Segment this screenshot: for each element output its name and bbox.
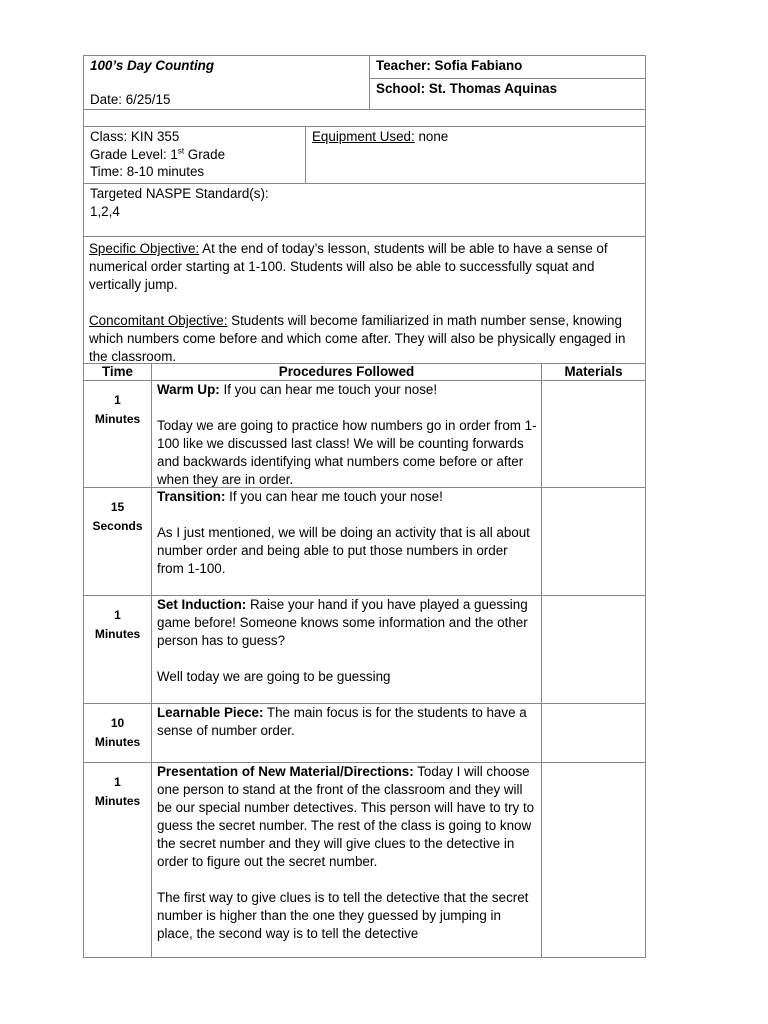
table-row xyxy=(84,704,646,763)
equipment-value: none xyxy=(414,129,449,144)
lesson-plan-table xyxy=(83,55,646,958)
time-cell: 1 Minutes xyxy=(84,596,152,704)
standards-label: Targeted NASPE Standard(s): xyxy=(90,186,269,201)
teacher-name: Teacher: Sofia Fabiano xyxy=(376,58,523,73)
class-info-cell xyxy=(84,127,306,184)
standards-cell xyxy=(84,184,646,237)
spacer-row xyxy=(84,110,646,127)
lesson-title: 100’s Day Counting xyxy=(90,58,215,73)
procedure-cell: Transition: If you can hear me touch your nose! As I just mentioned, we will be doing an activity that is all about number order and being able to put those numbers in order from 1-100. xyxy=(152,488,542,596)
specific-objective-label: Specific Objective: xyxy=(89,241,200,256)
grade-level: Grade Level: 1st Grade xyxy=(90,146,226,162)
procedure-heading: Warm Up: xyxy=(157,382,220,397)
materials-cell xyxy=(542,381,646,488)
time-column-header: Time xyxy=(84,364,152,381)
school-cell xyxy=(370,79,646,110)
equipment-label: Equipment Used: xyxy=(312,129,415,144)
procedure-heading: Transition: xyxy=(157,489,226,504)
lesson-plan-document xyxy=(83,55,645,958)
teacher-cell xyxy=(370,56,646,79)
title-cell xyxy=(84,56,370,110)
procedures-column-header: Procedures Followed xyxy=(152,364,542,381)
table-row xyxy=(84,596,646,704)
time-cell: 1 Minutes xyxy=(84,763,152,958)
materials-cell xyxy=(542,488,646,596)
procedure-cell: Set Induction: Raise your hand if you have played a guessing game before! Someone knows some information and the other person has to guess? Well today we are going to be guessing xyxy=(152,596,542,704)
procedure-heading: Learnable Piece: xyxy=(157,705,264,720)
table-row xyxy=(84,381,646,488)
school-name: School: St. Thomas Aquinas xyxy=(376,81,558,96)
materials-cell xyxy=(542,596,646,704)
class-time: Time: 8-10 minutes xyxy=(90,164,205,179)
class-name: Class: KIN 355 xyxy=(90,129,180,144)
concomitant-objective-label: Concomitant Objective: xyxy=(89,313,228,328)
equipment-cell xyxy=(306,127,646,184)
time-cell: 1 Minutes xyxy=(84,381,152,488)
table-row xyxy=(84,763,646,958)
lesson-date: Date: 6/25/15 xyxy=(90,92,171,107)
procedure-cell: Presentation of New Material/Directions: Today I will choose one person to stand at the front of the classroom and they will be our special number detectives. This person will have to try to guess the secret number. The rest of the class is going to know the secret number and they will give clues to the detective in order to figure out the secret number. The first way to give clues is to tell the detective that the secret number is higher than the one they guessed by jumping in place, the second way is to tell the detective xyxy=(152,763,542,958)
table-row xyxy=(84,488,646,596)
materials-column-header: Materials xyxy=(542,364,646,381)
materials-cell xyxy=(542,704,646,763)
concomitant-objective: Concomitant Objective: Students will become familiarized in math number sense, knowing which numbers come before and which come after. They will also be physically engaged in the classroom. xyxy=(89,313,626,363)
standards-value: 1,2,4 xyxy=(90,204,120,219)
procedure-heading: Set Induction: xyxy=(157,597,247,612)
time-cell: 10 Minutes xyxy=(84,704,152,763)
procedure-cell: Warm Up: If you can hear me touch your nose! Today we are going to practice how numbers go in order from 1-100 like we discussed last class! We will be counting forwards and backwards identifying what numbers come before or after when they are in order. xyxy=(152,381,542,488)
specific-objective: Specific Objective: At the end of today’s lesson, students will be able to have a sense of numerical order starting at 1-100. Students will also be able to successfully squat and vertically jump. xyxy=(89,241,608,292)
time-cell: 15 Seconds xyxy=(84,488,152,596)
materials-cell xyxy=(542,763,646,958)
procedure-cell: Learnable Piece: The main focus is for the students to have a sense of number order. xyxy=(152,704,542,763)
procedure-heading: Presentation of New Material/Directions: xyxy=(157,764,414,779)
objectives-cell xyxy=(84,237,646,364)
